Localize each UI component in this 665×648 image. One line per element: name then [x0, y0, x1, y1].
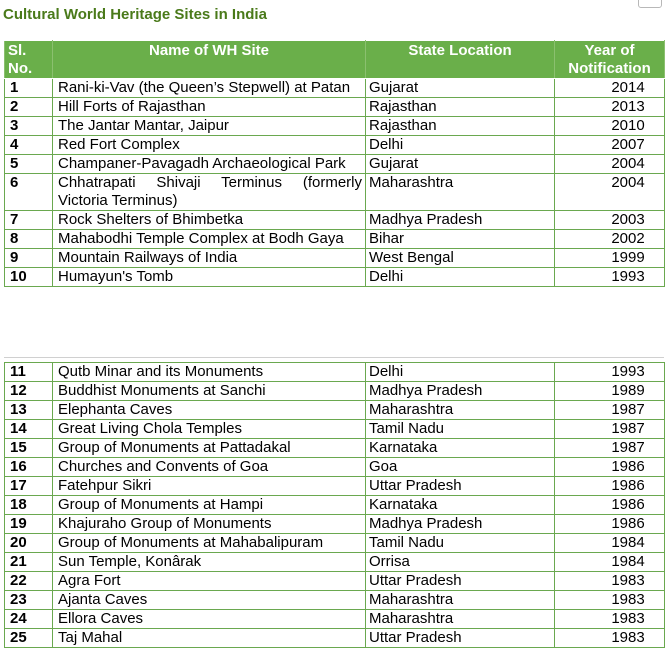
table-row — [5, 98, 665, 117]
cell-state: Karnataka — [366, 496, 555, 515]
cell-state: Bihar — [366, 230, 555, 249]
table-body-bottom — [5, 363, 665, 648]
table-row — [5, 496, 665, 515]
cell-site-name: Mahabodhi Temple Complex at Bodh Gaya — [53, 230, 366, 249]
table-row — [5, 629, 665, 648]
cell-state: Maharashtra — [366, 174, 555, 211]
cell-site-name: Rock Shelters of Bhimbetka — [53, 211, 366, 230]
cell-site-name: Great Living Chola Temples — [53, 420, 366, 439]
cell-year: 1999 — [555, 249, 665, 268]
cell-state: Gujarat — [366, 79, 555, 98]
cell-sl-no: 12 — [5, 382, 53, 401]
heritage-table-part1 — [4, 40, 665, 287]
table-row — [5, 420, 665, 439]
cell-year: 1987 — [555, 420, 665, 439]
cell-site-name: Ellora Caves — [53, 610, 366, 629]
cell-state: Madhya Pradesh — [366, 382, 555, 401]
cell-sl-no: 17 — [5, 477, 53, 496]
cell-site-name: Elephanta Caves — [53, 401, 366, 420]
cell-site-name: Hill Forts of Rajasthan — [53, 98, 366, 117]
cell-year: 2010 — [555, 117, 665, 136]
cell-sl-no: 3 — [5, 117, 53, 136]
cell-state: Goa — [366, 458, 555, 477]
cell-year: 1986 — [555, 458, 665, 477]
cell-year: 1986 — [555, 515, 665, 534]
cell-year: 1986 — [555, 477, 665, 496]
cell-year: 1987 — [555, 401, 665, 420]
table-row — [5, 117, 665, 136]
cell-year: 1984 — [555, 534, 665, 553]
cell-year: 2004 — [555, 155, 665, 174]
cell-state: Gujarat — [366, 155, 555, 174]
table-row — [5, 155, 665, 174]
cell-sl-no: 14 — [5, 420, 53, 439]
cell-site-name: Humayun's Tomb — [53, 268, 366, 287]
cell-year: 1993 — [555, 268, 665, 287]
table-row — [5, 382, 665, 401]
cell-state: Maharashtra — [366, 591, 555, 610]
cell-site-name: Qutb Minar and its Monuments — [53, 363, 366, 382]
cell-site-name: Agra Fort — [53, 572, 366, 591]
table-row — [5, 136, 665, 155]
cell-year: 1983 — [555, 572, 665, 591]
cell-state: Tamil Nadu — [366, 534, 555, 553]
table-row — [5, 401, 665, 420]
cell-year: 1983 — [555, 610, 665, 629]
table-row — [5, 610, 665, 629]
cell-sl-no: 1 — [5, 79, 53, 98]
cell-state: Madhya Pradesh — [366, 211, 555, 230]
table-row — [5, 553, 665, 572]
cell-year: 2013 — [555, 98, 665, 117]
cell-sl-no: 20 — [5, 534, 53, 553]
cell-site-name: Group of Monuments at Pattadakal — [53, 439, 366, 458]
cell-state: Tamil Nadu — [366, 420, 555, 439]
cell-sl-no: 11 — [5, 363, 53, 382]
cell-sl-no: 23 — [5, 591, 53, 610]
cell-site-name: Group of Monuments at Mahabalipuram — [53, 534, 366, 553]
cell-sl-no: 16 — [5, 458, 53, 477]
table-row — [5, 534, 665, 553]
table-row — [5, 591, 665, 610]
cell-sl-no: 5 — [5, 155, 53, 174]
cell-sl-no: 22 — [5, 572, 53, 591]
cell-year: 1983 — [555, 629, 665, 648]
cell-site-name: Taj Mahal — [53, 629, 366, 648]
cell-year: 1986 — [555, 496, 665, 515]
cell-sl-no: 18 — [5, 496, 53, 515]
cell-sl-no: 6 — [5, 174, 53, 211]
cell-year: 1993 — [555, 363, 665, 382]
cell-site-name: Ajanta Caves — [53, 591, 366, 610]
header-year: Year of Notification — [555, 41, 665, 79]
table-row — [5, 249, 665, 268]
header-state-location: State Location — [366, 41, 555, 79]
table-row — [5, 458, 665, 477]
cell-year: 2002 — [555, 230, 665, 249]
table-row — [5, 268, 665, 287]
cell-site-name: Mountain Railways of India — [53, 249, 366, 268]
page-title: Cultural World Heritage Sites in India — [3, 6, 267, 23]
cell-site-name: Buddhist Monuments at Sanchi — [53, 382, 366, 401]
cell-sl-no: 25 — [5, 629, 53, 648]
cell-year: 1987 — [555, 439, 665, 458]
cell-sl-no: 10 — [5, 268, 53, 287]
table-row — [5, 230, 665, 249]
cell-state: Delhi — [366, 268, 555, 287]
table-row — [5, 515, 665, 534]
cell-site-name: Red Fort Complex — [53, 136, 366, 155]
divider — [4, 357, 664, 358]
cell-site-name: Sun Temple, Konârak — [53, 553, 366, 572]
cell-sl-no: 2 — [5, 98, 53, 117]
cell-year: 1984 — [555, 553, 665, 572]
cell-sl-no: 21 — [5, 553, 53, 572]
cell-site-name: Chhatrapati Shivaji Terminus (formerly Victoria Terminus) — [53, 174, 366, 211]
cell-sl-no: 19 — [5, 515, 53, 534]
cell-state: Rajasthan — [366, 117, 555, 136]
cell-site-name: The Jantar Mantar, Jaipur — [53, 117, 366, 136]
cell-year: 2014 — [555, 79, 665, 98]
cell-year: 1989 — [555, 382, 665, 401]
cell-year: 2004 — [555, 174, 665, 211]
cell-state: Uttar Pradesh — [366, 477, 555, 496]
table-row — [5, 439, 665, 458]
cell-year: 1983 — [555, 591, 665, 610]
cell-state: Maharashtra — [366, 401, 555, 420]
table-row — [5, 79, 665, 98]
cell-state: Uttar Pradesh — [366, 572, 555, 591]
header-row — [5, 41, 665, 79]
cell-state: West Bengal — [366, 249, 555, 268]
cell-site-name: Rani-ki-Vav (the Queen’s Stepwell) at Patan — [53, 79, 366, 98]
cell-sl-no: 24 — [5, 610, 53, 629]
cell-sl-no: 8 — [5, 230, 53, 249]
table-body-top — [5, 79, 665, 287]
header-site-name: Name of WH Site — [53, 41, 366, 79]
heritage-table-part2 — [4, 362, 665, 648]
table-row — [5, 363, 665, 382]
table-row — [5, 174, 665, 211]
cell-year: 2003 — [555, 211, 665, 230]
cell-state: Uttar Pradesh — [366, 629, 555, 648]
cell-sl-no: 9 — [5, 249, 53, 268]
cell-state: Delhi — [366, 363, 555, 382]
cell-site-name: Khajuraho Group of Monuments — [53, 515, 366, 534]
cell-sl-no: 7 — [5, 211, 53, 230]
cell-state: Madhya Pradesh — [366, 515, 555, 534]
table-row — [5, 572, 665, 591]
cell-state: Delhi — [366, 136, 555, 155]
cell-sl-no: 15 — [5, 439, 53, 458]
cell-site-name: Churches and Convents of Goa — [53, 458, 366, 477]
cell-state: Orrisa — [366, 553, 555, 572]
header-sl-no: Sl. No. — [5, 41, 53, 79]
table-row — [5, 477, 665, 496]
cell-site-name: Champaner-Pavagadh Archaeological Park — [53, 155, 366, 174]
table-row — [5, 211, 665, 230]
cell-year: 2007 — [555, 136, 665, 155]
cell-state: Maharashtra — [366, 610, 555, 629]
cell-state: Rajasthan — [366, 98, 555, 117]
cell-sl-no: 13 — [5, 401, 53, 420]
cell-sl-no: 4 — [5, 136, 53, 155]
cell-site-name: Group of Monuments at Hampi — [53, 496, 366, 515]
window-corner-control[interactable] — [638, 0, 662, 8]
cell-site-name: Fatehpur Sikri — [53, 477, 366, 496]
cell-state: Karnataka — [366, 439, 555, 458]
